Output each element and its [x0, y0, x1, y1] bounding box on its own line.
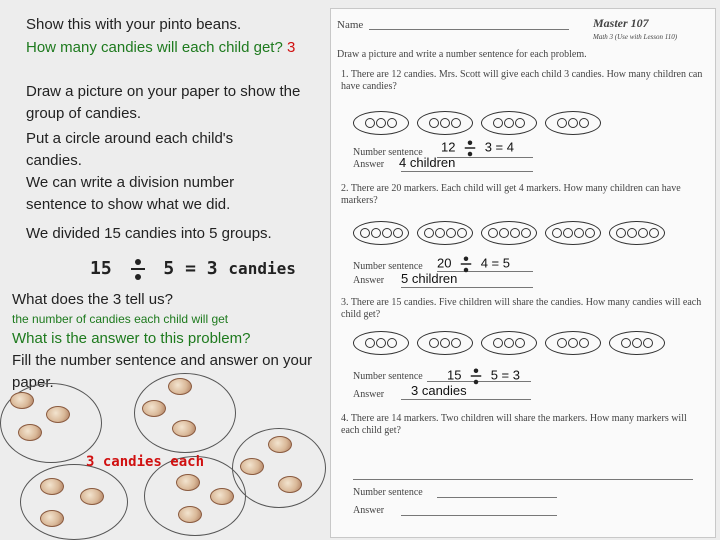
problem-3-sentence-label: Number sentence: [353, 371, 423, 382]
bean-group-circle: [20, 464, 128, 540]
lesson-panel: [0, 0, 325, 540]
divisor: 5: [163, 258, 175, 279]
problem-1-answer-label: Answer: [353, 159, 385, 170]
question-text: [26, 37, 296, 59]
q3-text: What does the 3 tell us?: [12, 291, 173, 308]
problem-2-text: 2. There are 20 markers. Each child will get 4 markers. How many children can have markers?: [341, 183, 681, 206]
equals-quotient: = 3: [185, 258, 218, 279]
problem-4-text: 4. There are 14 markers. Two children will share the markers. How many markers will each child get?: [341, 413, 687, 436]
divisor-quotient: 5 = 3: [490, 367, 520, 383]
pinto-bean-icon: [18, 424, 42, 441]
problem-2-sentence-label: Number sentence: [353, 261, 423, 272]
division-sign-icon: [469, 368, 483, 385]
pinto-bean-icon: [278, 476, 302, 493]
problem-4-answer-label: Answer: [353, 505, 385, 516]
divisor-quotient: 4 = 5: [480, 255, 510, 271]
name-label: Name: [337, 19, 364, 31]
pinto-bean-icon: [142, 400, 166, 417]
problem-3-text: 3. There are 15 candies. Five children will share the candies. How many candies will each child get?: [341, 297, 702, 320]
division-sign-icon: [129, 258, 147, 280]
dividend: 15: [447, 367, 462, 383]
pinto-bean-icon: [40, 478, 64, 495]
division-sign-icon: [463, 140, 477, 157]
write-text: We can write a division number sentence to show what we did.: [26, 174, 235, 213]
problem-1-ovals: [353, 111, 601, 135]
problem-3-answer: 3 candies: [411, 383, 467, 398]
pinto-bean-icon: [210, 488, 234, 505]
division-sign-icon: [459, 256, 473, 273]
q3-answer-text: the number of candies each child will get: [12, 312, 229, 326]
master-title: Master 107: [593, 16, 649, 30]
answer-line: [401, 399, 531, 400]
fill-text: Fill the number sentence and answer on your paper.: [12, 352, 313, 391]
problem-3-ovals: [353, 331, 665, 355]
pinto-bean-icon: [172, 420, 196, 437]
work-line: [353, 479, 693, 480]
division-equation: [90, 258, 296, 280]
answer-question-text: What is the answer to this problem?: [12, 330, 251, 347]
pinto-bean-icon: [240, 458, 264, 475]
pinto-bean-icon: [168, 378, 192, 395]
pinto-bean-icon: [268, 436, 292, 453]
problem-1-answer: 4 children: [399, 155, 456, 170]
pinto-bean-icon: [176, 474, 200, 491]
question-answer: 3: [286, 39, 296, 56]
answer-line: [401, 171, 533, 172]
problem-4-sentence-label: Number sentence: [353, 487, 423, 498]
problem-2-answer-label: Answer: [353, 275, 385, 286]
worksheet: [330, 8, 716, 538]
problem-1-text: 1. There are 12 candies. Mrs. Scott will give each child 3 candies. How many children can have candies?: [341, 69, 703, 92]
answer-line: [437, 497, 557, 498]
master-subtitle: Math 3 (Use with Lesson 110): [593, 33, 678, 41]
intro-text: Show this with your pinto beans.: [26, 16, 242, 33]
unit-label: candies: [228, 259, 296, 278]
dividend: 20: [437, 255, 452, 271]
pinto-bean-icon: [10, 392, 34, 409]
divisor-quotient: 3 = 4: [484, 139, 514, 155]
pinto-bean-icon: [40, 510, 64, 527]
name-line: [369, 29, 569, 30]
draw-text: Draw a picture on your paper to show the group of candies.: [26, 83, 301, 122]
answer-line: [401, 287, 533, 288]
question-green: How many candies will each child get?: [26, 39, 283, 56]
divided-text: We divided 15 candies into 5 groups.: [26, 225, 272, 242]
circle-text: Put a circle around each child's candies.: [26, 130, 234, 169]
pinto-bean-icon: [46, 406, 70, 423]
problem-2-ovals: [353, 221, 665, 245]
dividend: 12: [441, 139, 456, 155]
pinto-bean-icon: [178, 506, 202, 523]
problem-2-answer: 5 children: [401, 271, 458, 286]
problem-1-sentence-label: Number sentence: [353, 147, 423, 158]
instruction-text: Draw a picture and write a number sentence for each problem.: [337, 49, 587, 60]
problem-3-answer-label: Answer: [353, 389, 385, 400]
dividend: 15: [90, 258, 112, 279]
bean-group-label: 3 candies each: [86, 454, 205, 470]
pinto-bean-icon: [80, 488, 104, 505]
answer-line: [401, 515, 557, 516]
